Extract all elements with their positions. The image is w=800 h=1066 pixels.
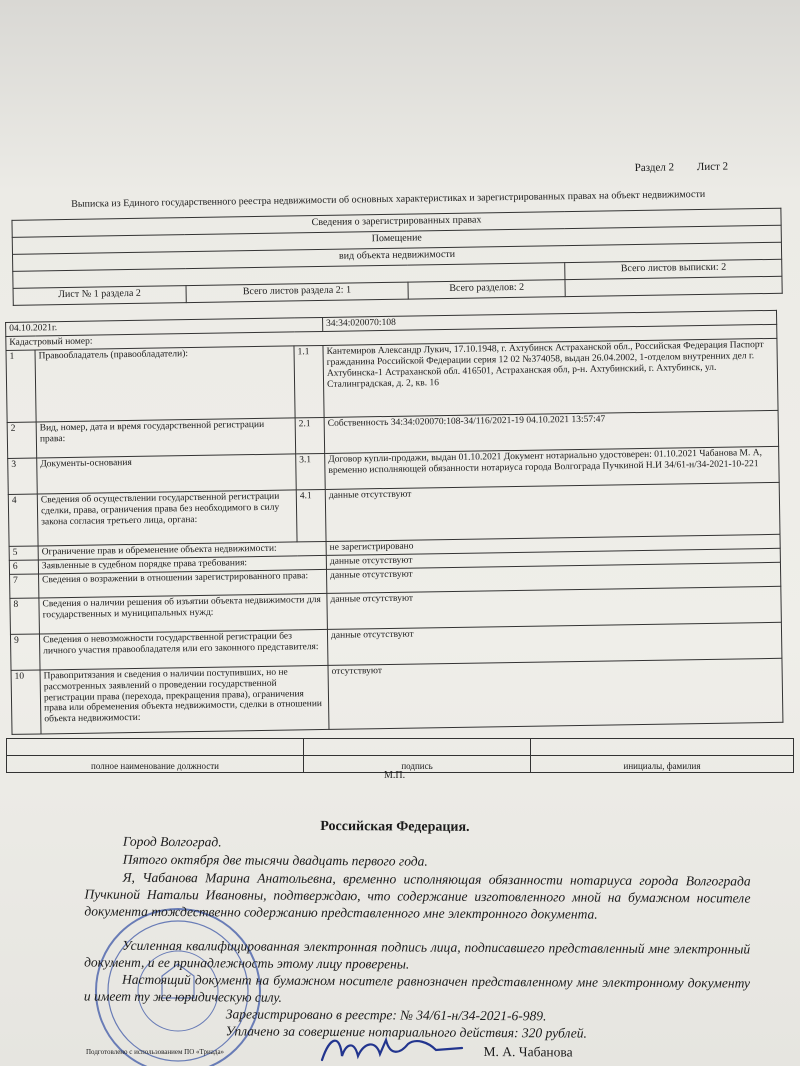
notary-paragraph: Усиленная квалифицированная электронная подпись лица, подписавшего представленный мне электронный документ, и ее принадлежность этому лицу проверены. bbox=[84, 937, 751, 972]
object-type: Помещение bbox=[12, 225, 781, 254]
object-kind-label: вид объекта недвижимости bbox=[12, 242, 781, 271]
total-sections: Всего разделов: 2 bbox=[408, 280, 566, 299]
table-row: 2 Вид, номер, дата и время государственной регистрации права: 2.1 Собственность 34:34:020070:108-34/116/2021-19 04.10.2021 13:57:47 bbox=[7, 410, 778, 458]
notary-heading: Российская Федерация. bbox=[320, 818, 470, 835]
table-row: 8 Сведения о наличии решения об изъятии объекта недвижимости для государственных и муниципальных нужд: данные отсутствуют bbox=[10, 586, 781, 634]
table-row: 10 Правопритязания и сведения о наличии поступивших, но не рассмотренных заявлений о проведении государственной регистрации права (перехода, прекращения права), ограничения права или обременения объекта недвижимости, сделки в отношении объекта недвижимости: отсутствуют bbox=[11, 658, 783, 734]
header-table bbox=[11, 208, 782, 306]
notary-city: Город Волгоград. bbox=[122, 833, 222, 850]
section-header bbox=[635, 160, 749, 174]
table-row: 6 Заявленные в судебном порядке права требования: данные отсутствуют bbox=[9, 548, 780, 574]
cadastral-number: 34:34:020070:108 bbox=[323, 310, 777, 331]
cadastral-label: Кадастровый номер: bbox=[6, 324, 777, 350]
extract-date: 04.10.2021г. bbox=[6, 317, 323, 336]
signature-label: подпись bbox=[304, 756, 531, 773]
subtitle: Сведения о зарегистрированных правах bbox=[12, 208, 781, 237]
table-row: 9 Сведения о невозможности государственной регистрации без личного участия правообладателя или его законного представителя: данные отсутствуют bbox=[10, 622, 781, 670]
total-section-sheets: Всего листов раздела 2: 1 bbox=[186, 282, 408, 302]
notary-name: М. А. Чабанова bbox=[483, 1043, 573, 1060]
notary-date: Пятого октября две тысячи двадцать первого года. bbox=[122, 851, 428, 869]
notary-paragraph: Я, Чабанова Марина Анатольевна, временно исполняющая обязанности нотариуса города Волгограда Пучкиной Натальи Ивановны, подтверждаю, что содержание изготовленного мной на бумажном носителе документа тождественно содержанию представленного мне электронного документа. bbox=[84, 869, 751, 922]
table-row: 4 Сведения об осуществлении государственной регистрации сделки, права, ограничения права без необходимого в силу закона согласия третьего лица, органа: 4.1 данные отсутствуют bbox=[8, 482, 780, 546]
sheet-label: Лист 2 bbox=[696, 160, 729, 174]
prepared-note: Подготовлено с использованием ПО «Триада» bbox=[86, 1048, 225, 1056]
table-row: 3 Документы-основания 3.1 Договор купли-продажи, выдан 01.10.2021 Документ нотариально удостоверен: 01.10.2021 Чабанова М. А, временно исполняющей обязанности нотариуса города Волгограда Пучкиной Н.И 34/61-н/34-2021-10-221 bbox=[8, 446, 779, 494]
table-row: 7 Сведения о возражении в отношении зарегистрированного права: данные отсутствуют bbox=[10, 562, 781, 598]
notary-fee: Уплачено за совершение нотариального действия: 320 рублей. bbox=[225, 1023, 587, 1041]
handwritten-signature-icon bbox=[316, 1030, 466, 1066]
document-title: Выписка из Единого государственного реестра недвижимости об основных характеристиках и зарегистрированных правах на объект недвижимости bbox=[71, 188, 706, 210]
section-label: Раздел 2 bbox=[634, 161, 675, 175]
registry-number: Зарегистрировано в реестре: № 34/61-н/34-2021-6-989. bbox=[225, 1006, 547, 1024]
table-row: 5 Ограничение прав и обременение объекта недвижимости: не зарегистрировано bbox=[9, 534, 780, 560]
notary-paragraph: Настоящий документ на бумажном носителе равнозначен представленному мне электронному документу и имеет ту же юридическую силу. bbox=[83, 971, 751, 1005]
initials-label: инициалы, фамилия bbox=[531, 756, 794, 773]
seal-place-label: М.П. bbox=[384, 770, 406, 781]
position-label: полное наименование должности bbox=[7, 756, 304, 773]
rights-table bbox=[5, 310, 783, 735]
sheet-number: Лист № 1 раздела 2 bbox=[13, 286, 186, 306]
total-sheets: Всего листов выписки: 2 bbox=[565, 259, 782, 279]
signature-table bbox=[6, 738, 794, 773]
table-row: 1 Правообладатель (правообладатели): 1.1 Кантемиров Александр Лукич, 17.10.1948, г. Ахтубинск Астраханской обл., Российская Федерация Паспорт гражданина Российской Федерации серия 12 02 №374058, выдан 26.04.2002, 1-отделом внутренних дел г. Ахтубинска-1 Астраханской обл. 416501, Астраханская обл, р-н. Ахтубинский, г. Ахтубинск, ул. Сталинградская, д. 2, кв. 16 bbox=[6, 338, 778, 422]
